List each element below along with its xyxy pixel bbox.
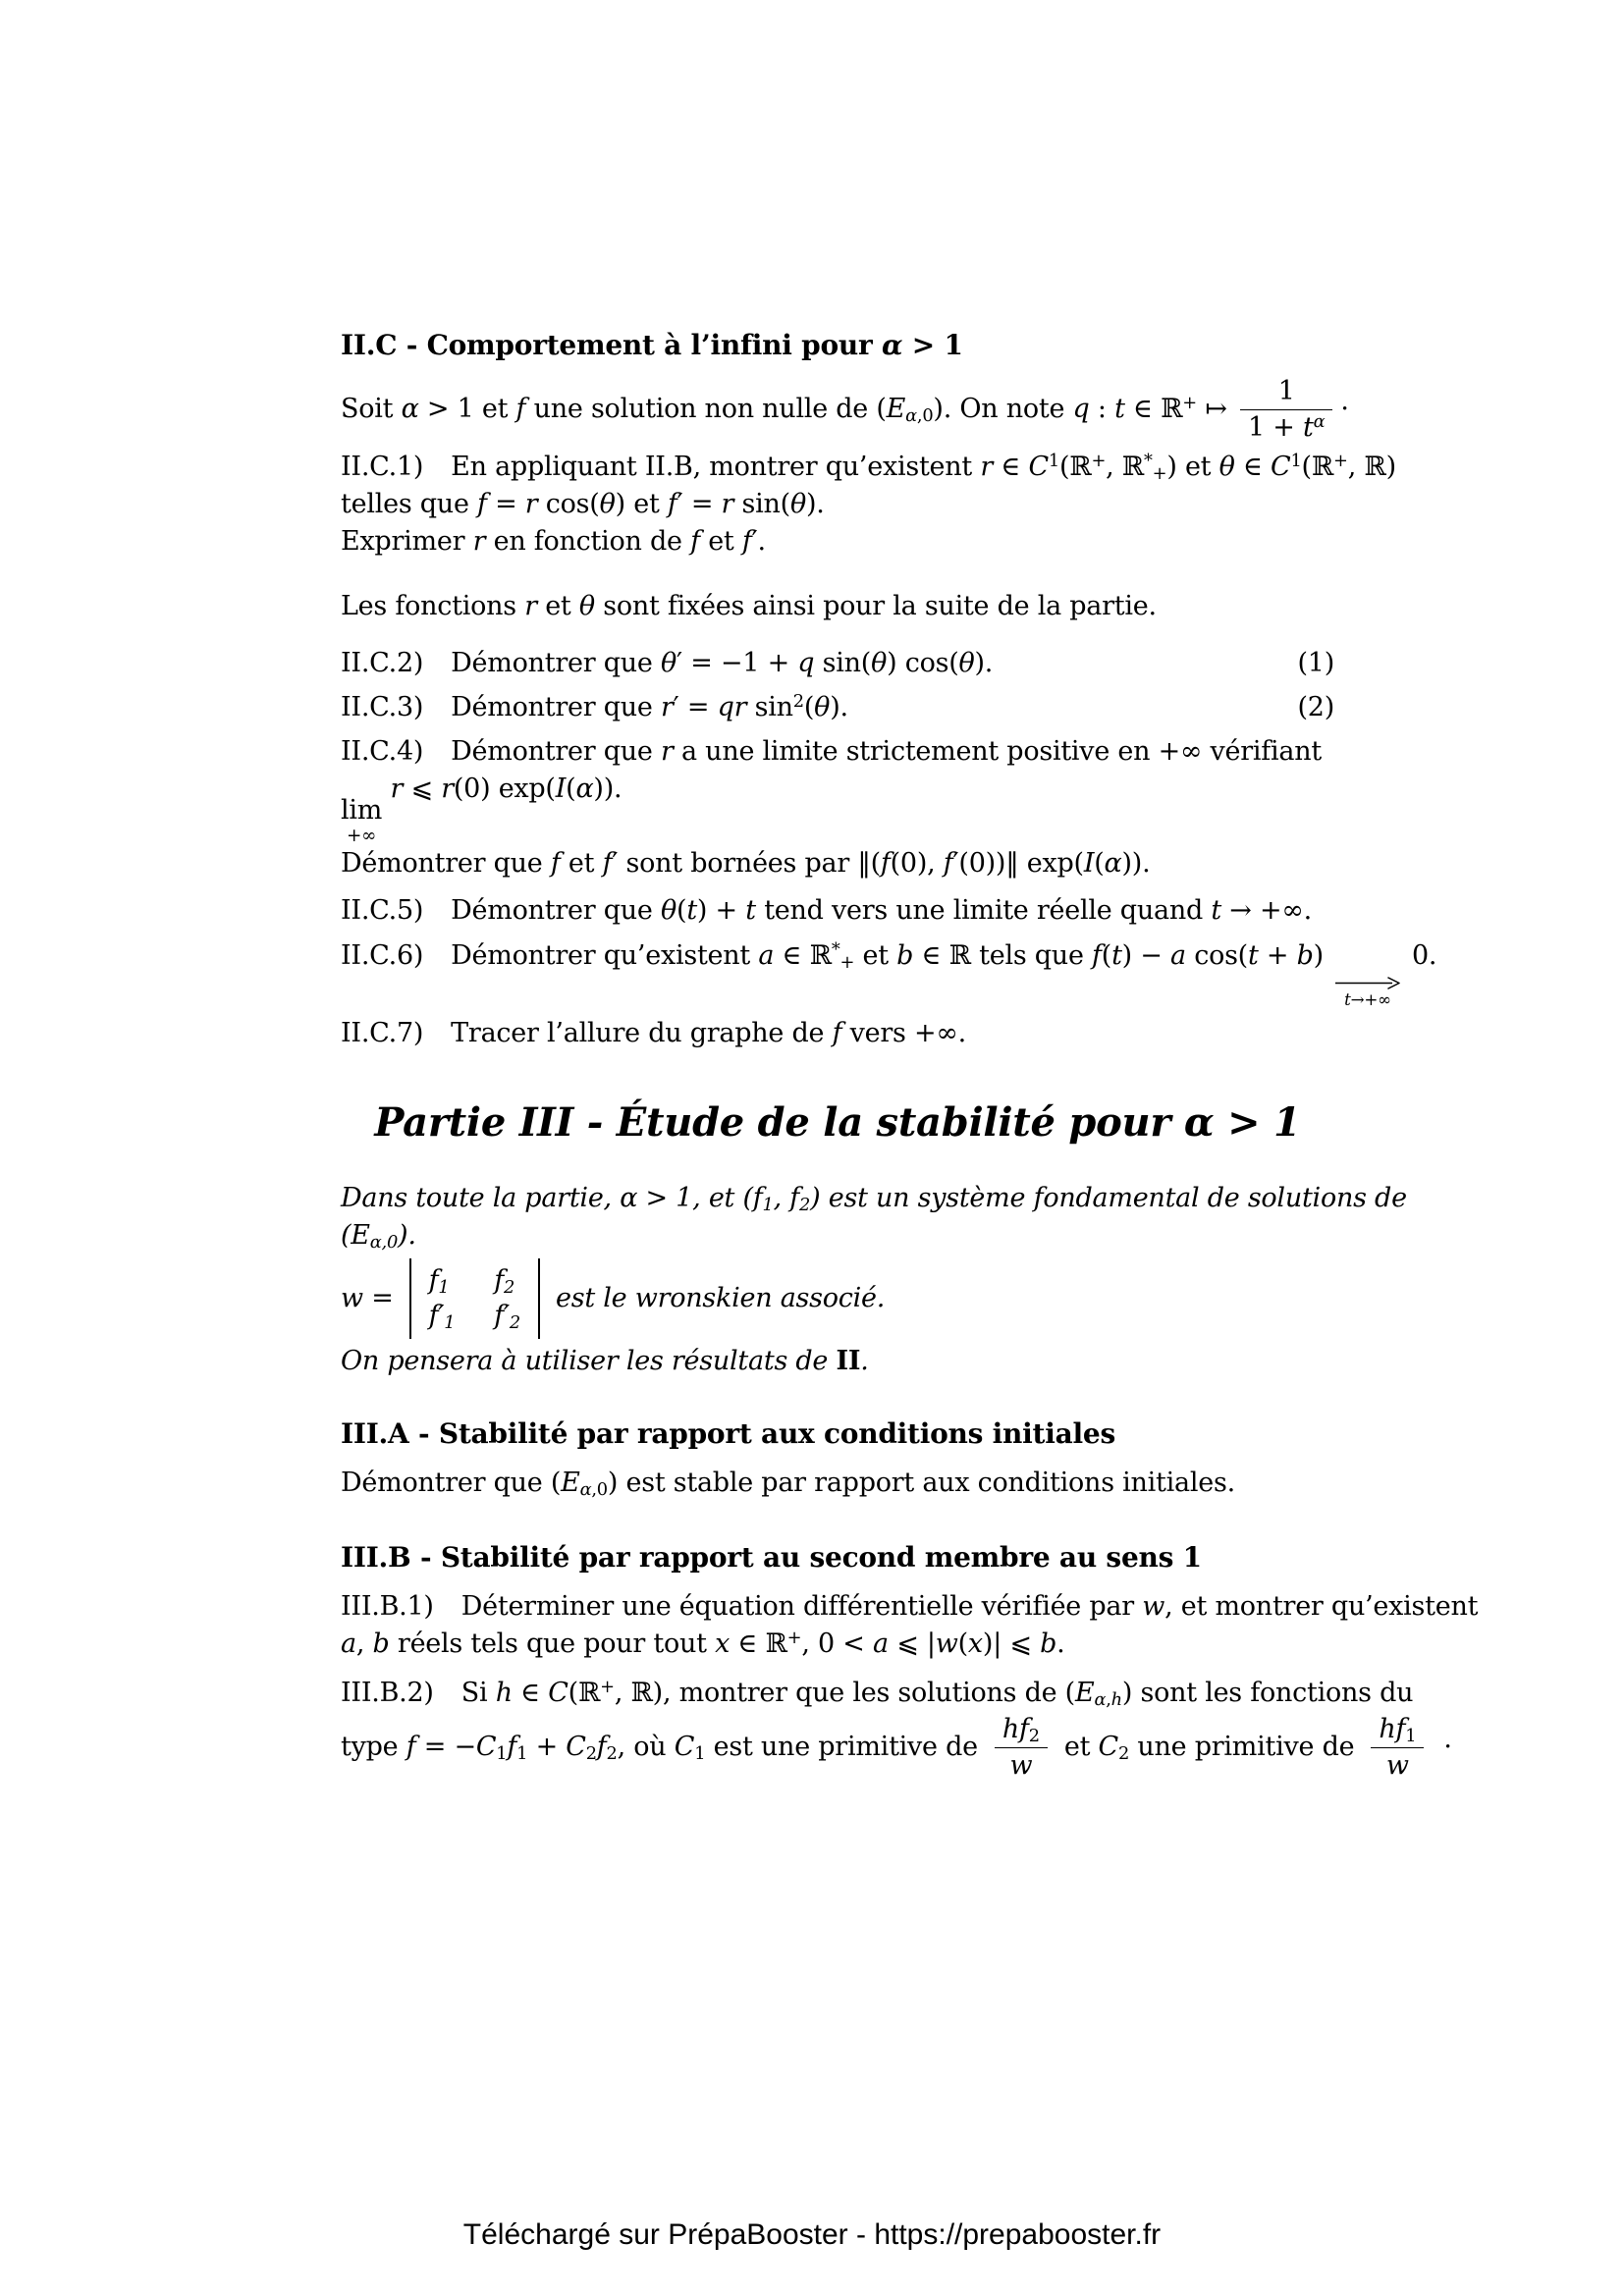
- question-label: II.C.2): [341, 648, 424, 678]
- equation-number: (1): [1297, 648, 1334, 678]
- question-label: III.B.2): [341, 1678, 434, 1709]
- part3-note: On pensera à utiliser les résultats de II.: [341, 1346, 869, 1377]
- question-label: II.C.7): [341, 1018, 424, 1049]
- question-iic6: [341, 937, 1437, 1009]
- determinant-matrix: [409, 1258, 540, 1339]
- matrix-cell: $f'_1$: [428, 1301, 456, 1334]
- tends-to-construct: [1333, 976, 1402, 1008]
- footer-credit: Téléchargé sur PrépaBooster - https://prepabooster.fr: [462, 2218, 1162, 2251]
- question-text: En appliquant II.B, montrer qu’existent r ∈ $C^1(ℝ^+$, ℝ*$_+$) et θ ∈ $C^1(ℝ^+$, ℝ): [451, 451, 1396, 484]
- question-text: Démontrer que θ(t) + t tend vers une limite réelle quand t → +∞.: [451, 894, 1312, 926]
- question-label: II.C.4): [341, 736, 424, 767]
- wronskian-rhs: est le wronskien associé.: [556, 1283, 886, 1314]
- matrix-cell: $f_2$: [494, 1265, 515, 1299]
- fraction-hf2-w: [995, 1714, 1048, 1781]
- question-iiib1: [341, 1588, 1479, 1663]
- fixed-functions-note: Les fonctions r et θ sont fixées ainsi pour la suite de la partie.: [341, 591, 1157, 621]
- question-iic3: [341, 689, 1334, 726]
- question-iic5: [341, 892, 1334, 930]
- question-iic4: [341, 733, 1334, 882]
- fraction-numerator: $hf_2$: [995, 1714, 1048, 1748]
- lim-subscript: +∞: [346, 825, 377, 846]
- wronskian-definition: [341, 1258, 1334, 1339]
- matrix-cell: $f'_2$: [494, 1301, 521, 1334]
- question-iic7: [341, 1015, 1334, 1052]
- question-line: telles que f = r cos(θ) et f′ = r sin(θ).: [341, 489, 825, 519]
- question-iic2: [341, 645, 1334, 682]
- question-text: type $f = -C_1f_1 + C_2f_2$, où $C_1$ est une primitive de: [341, 1732, 978, 1765]
- question-label: II.C.1): [341, 452, 424, 482]
- question-text: Démontrer que θ′ = −1 + q sin(θ) cos(θ).: [451, 648, 994, 678]
- question-text: Démontrer que r a une limite strictement positive en +∞ vérifiant: [451, 736, 1323, 767]
- fraction-denominator: w: [1385, 1750, 1409, 1782]
- question-text: Déterminer une équation différentielle vérifiée par w, et montrer qu’existent: [460, 1591, 1479, 1623]
- equation-number: (2): [1297, 692, 1334, 722]
- arrow-subscript: t→+∞: [1344, 988, 1391, 1009]
- question-iiib2: [341, 1675, 1452, 1782]
- iic-intro-text: Soit α > 1 et f une solution non nulle de $(E_{\alpha,0})$. On note q : t ∈ ℝ+ ↦: [341, 392, 1236, 426]
- question-label: III.B.1): [341, 1591, 434, 1623]
- iiia-text: Démontrer que $(E_{\alpha,0})$ est stable par rapport aux conditions initiales.: [341, 1468, 1235, 1501]
- fraction-hf1-w: [1371, 1714, 1424, 1781]
- limit-operator: [341, 794, 383, 846]
- question-line: [341, 645, 993, 682]
- question-line: Exprimer r en fonction de f et f′.: [341, 526, 766, 557]
- question-label: II.C.5): [341, 894, 424, 926]
- sentence-dot: ·: [1340, 393, 1349, 424]
- part3-intro-line: $(E_{\alpha,0})$.: [341, 1220, 416, 1254]
- iic-intro-paragraph: [341, 376, 1349, 443]
- limit-line: [341, 771, 1334, 845]
- section-heading-iic: II.C - Comportement à l’infini pour α > 1: [341, 329, 963, 361]
- part3-intro-line: Dans toute la partie, α > 1, et ($f_1$, $f_2$) est un système fondamental de solutions de: [341, 1183, 1407, 1216]
- part3-intro: [341, 1180, 1407, 1380]
- section-heading-iiia: III.A - Stabilité par rapport aux conditions initiales: [341, 1417, 1115, 1451]
- question-text: Tracer l’allure du graphe de f vers +∞.: [451, 1018, 966, 1049]
- question-line: a, b réels tels que pour tout x ∈ ℝ+, 0 < a ⩽ |w(x)| ⩽ b.: [341, 1628, 1065, 1660]
- question-line: [341, 733, 1334, 771]
- question-iic1: [341, 449, 1396, 561]
- fraction-denominator: $1 + t^\alpha$: [1248, 411, 1326, 443]
- question-label: II.C.3): [341, 692, 424, 722]
- matrix-cell: $f_1$: [428, 1265, 450, 1299]
- question-text-end: 0.: [1411, 939, 1437, 971]
- question-text: et $C_2$ une primitive de: [1063, 1732, 1355, 1765]
- question-text: Démontrer qu’existent a ∈ ℝ*$_+$ et b ∈ ℝ tels que f(t) − a cos(t + b): [451, 939, 1324, 973]
- lim-symbol: lim: [341, 794, 383, 826]
- question-line: [341, 449, 1396, 486]
- fraction-numerator: 1: [1240, 376, 1332, 410]
- fraction-denominator: w: [1009, 1750, 1033, 1782]
- fraction-q-definition: [1240, 376, 1332, 443]
- long-right-arrow-icon: [1333, 976, 1402, 989]
- question-text: Si h ∈ C(ℝ+, ℝ), montrer que les solutions de $(E_{\alpha,h})$ sont les fonctions du: [460, 1677, 1414, 1711]
- question-line-with-fractions: [341, 1714, 1452, 1782]
- question-text: r ⩽ r(0) exp(I(α)).: [390, 774, 623, 804]
- sentence-dot: ·: [1443, 1732, 1452, 1763]
- fraction-numerator: $hf_1$: [1371, 1714, 1424, 1748]
- part3-title: Partie III - Étude de la stabilité pour α > 1: [374, 1099, 1301, 1147]
- question-line: [341, 1588, 1479, 1626]
- wronskian-lhs: w =: [341, 1283, 394, 1314]
- question-line: [341, 689, 848, 726]
- section-heading-iiib: III.B - Stabilité par rapport au second membre au sens 1: [341, 1541, 1202, 1575]
- exam-content: [341, 329, 1479, 1782]
- question-label: II.C.6): [341, 939, 424, 971]
- question-text: Démontrer que r′ = qr $\sin^2(\theta)$.: [451, 691, 848, 722]
- question-line: Démontrer que f et f′ sont bornées par ‖(f(0), f′(0))‖ exp(I(α)).: [341, 847, 1151, 879]
- question-line: [341, 1675, 1414, 1712]
